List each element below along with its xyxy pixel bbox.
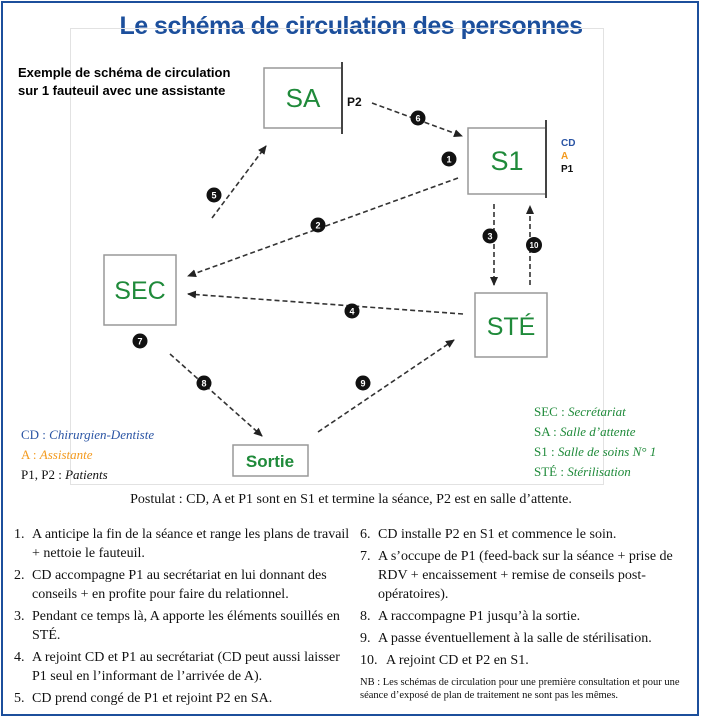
page-title: Le schéma de circulation des personnes (119, 12, 583, 40)
legend-a: A : Assistante (21, 447, 93, 462)
step-item: 3. Pendant ce temps là, A apporte les éléments souillés en STÉ. (14, 609, 340, 643)
svg-text:6: 6 (415, 113, 421, 124)
svg-text:3: 3 (487, 231, 493, 242)
step-item: 8. A raccompagne P1 jusqu’à la sortie. (360, 609, 581, 624)
step-marker-3 (483, 229, 498, 244)
arrow-ste-to-sec (188, 294, 463, 314)
example-caption: Exemple de schéma de circulation sur 1 fauteuil avec une assistante (18, 65, 231, 98)
legend-patients: P1, P2 : Patients (21, 467, 108, 482)
step-marker-6 (411, 111, 426, 126)
room-ste (475, 293, 547, 357)
step-item: 7. A s’occupe de P1 (feed-back sur la séance + prise de RDV + encaissement + remise de conseils post-opératoires). (360, 549, 673, 602)
step-marker-8 (197, 376, 212, 391)
svg-text:2: 2 (315, 220, 321, 231)
step-marker-1 (442, 152, 457, 167)
room-sa-label: SA (285, 83, 321, 113)
room-sec (104, 255, 176, 325)
room-s1-label: S1 (490, 146, 524, 176)
step-marker-4 (345, 304, 360, 319)
label-cd: CD (561, 138, 576, 149)
arrow-sec-to-sortie (170, 354, 262, 436)
step-marker-7 (133, 334, 148, 349)
svg-text:10: 10 (529, 241, 539, 250)
legend-ste: STÉ : Stérilisation (534, 464, 631, 479)
svg-text:7: 7 (137, 336, 143, 347)
label-a: A (561, 151, 569, 162)
step-item: 2. CD accompagne P1 au secrétariat en lui donnant des conseils + en profite pour faire du relationnel. (14, 568, 327, 602)
step-marker-10 (526, 237, 542, 253)
arrow-sortie-to-ste (318, 340, 454, 432)
legend-people (21, 425, 154, 485)
postulate-text: Postulat : CD, A et P1 sont en S1 et termine la séance, P2 est en salle d’attente. (130, 492, 572, 507)
label-p1: P1 (561, 164, 574, 175)
svg-text:9: 9 (360, 378, 366, 389)
room-s1 (468, 120, 546, 198)
nb-note: NB : Les schémas de circulation pour une première consultation et pour une séance d’exposé de plan de traitement ne sont pas les mêmes. (360, 677, 680, 701)
step-item: 1. A anticipe la fin de la séance et range les plans de travail + nettoie le fauteuil. (14, 527, 350, 561)
step-item: 9. A passe éventuellement à la salle de stérilisation. (360, 631, 652, 646)
svg-text:4: 4 (349, 306, 355, 317)
legend-cd: CD : Chirurgien-Dentiste (21, 427, 155, 442)
step-item: 4. A rejoint CD et P1 au secrétariat (CD peut aussi laisser P1 seul en l’informant de l’arrivée de A). (14, 650, 340, 684)
label-p2: P2 (347, 95, 362, 109)
exit-sortie (233, 445, 308, 476)
exit-sortie-label: Sortie (245, 452, 295, 471)
steps-list-right (360, 525, 692, 702)
legend-sec: SEC : Secrétariat (534, 404, 626, 419)
room-sec-label: SEC (114, 277, 166, 305)
step-marker-2 (311, 218, 326, 233)
step-marker-5 (207, 188, 222, 203)
legend-sa: SA : Salle d’attente (534, 424, 636, 439)
step-item: 5. CD prend congé de P1 et rejoint P2 en SA. (14, 691, 273, 706)
svg-text:1: 1 (446, 154, 452, 165)
room-sa (264, 62, 342, 134)
legend-rooms (534, 402, 656, 482)
room-ste-label: STÉ (486, 313, 536, 341)
step-item: 10. A rejoint CD et P2 en S1. (360, 653, 529, 668)
step-item: 6. CD installe P2 en S1 et commence le soin. (360, 527, 617, 542)
svg-text:8: 8 (201, 378, 207, 389)
step-marker-9 (356, 376, 371, 391)
legend-s1: S1 : Salle de soins N° 1 (534, 444, 657, 459)
steps-list-left (14, 525, 350, 711)
arrow-sec-to-sa (212, 146, 266, 218)
svg-text:5: 5 (211, 190, 217, 201)
